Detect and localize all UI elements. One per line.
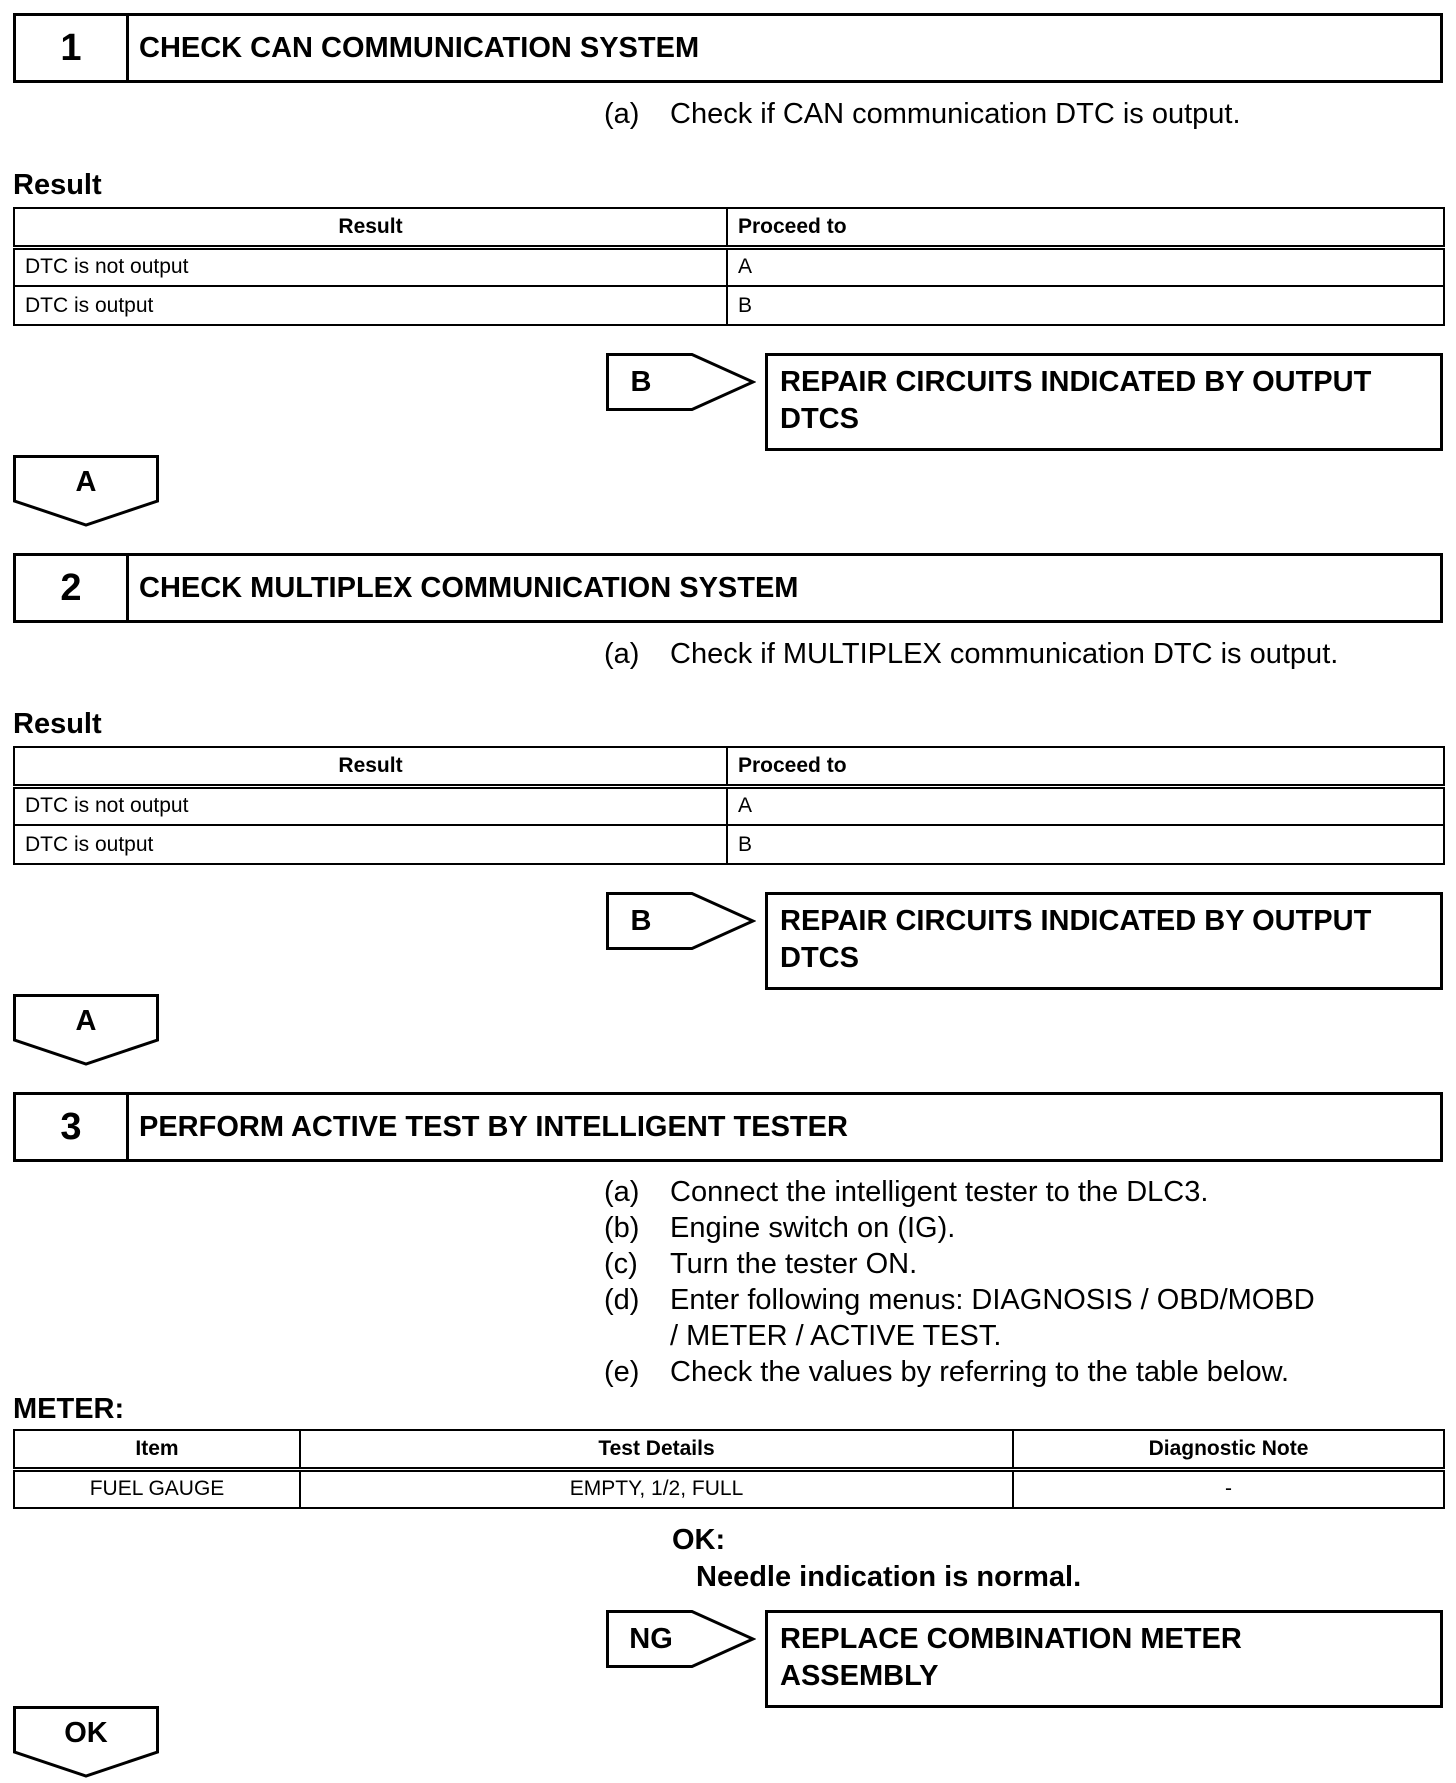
ok-title: OK: (672, 1524, 726, 1556)
table-cell: DTC is output (14, 825, 727, 864)
action-text-line-2: DTCS (780, 942, 859, 974)
step-3-header (13, 1092, 1443, 1162)
table-cell: - (1013, 1469, 1444, 1508)
table-cell: B (727, 286, 1444, 325)
step-title: PERFORM ACTIVE TEST BY INTELLIGENT TESTER (139, 1110, 848, 1143)
step-1-result-table (13, 207, 1445, 326)
column-header-diagnostic-note: Diagnostic Note (1013, 1430, 1444, 1469)
continue-a-arrow (13, 994, 159, 1066)
action-text-line-2: ASSEMBLY (780, 1660, 939, 1692)
step-title: CHECK MULTIPLEX COMMUNICATION SYSTEM (139, 571, 799, 604)
instruction-text: Check if MULTIPLEX communication DTC is output. (670, 638, 1339, 670)
meter-label: METER: (13, 1393, 125, 1425)
table-cell: DTC is not output (14, 786, 727, 825)
column-header-result: Result (14, 208, 727, 247)
table-row (14, 825, 1444, 864)
instruction-text: Enter following menus: DIAGNOSIS / OBD/MOBD / METER / ACTIVE TEST. (670, 1284, 1315, 1352)
step-number: 1 (16, 16, 129, 80)
instruction-item (604, 1210, 1370, 1246)
instruction-letter: (e) (604, 1356, 640, 1388)
step-1-header (13, 13, 1443, 83)
branch-label: B (630, 904, 652, 937)
result-label: Result (13, 708, 102, 740)
action-text-line-2: DTCS (780, 403, 859, 435)
table-row (14, 247, 1444, 286)
column-header-item: Item (14, 1430, 300, 1469)
instruction-text: Check if CAN communication DTC is output. (670, 98, 1241, 130)
continue-a-arrow (13, 455, 159, 527)
step-number: 2 (16, 556, 129, 620)
column-header-proceed: Proceed to (727, 747, 1444, 786)
instruction-text: Check the values by referring to the table below. (670, 1356, 1290, 1388)
continue-label: A (75, 465, 97, 498)
ok-criteria (672, 1522, 1081, 1596)
table-cell: FUEL GAUGE (14, 1469, 300, 1508)
action-text-line-1: REPLACE COMBINATION METER (780, 1623, 1242, 1655)
instruction-letter: (c) (604, 1248, 638, 1280)
branch-action-box (765, 892, 1443, 990)
table-cell: DTC is not output (14, 247, 727, 286)
table-cell: B (727, 825, 1444, 864)
instruction-text: Turn the tester ON. (670, 1248, 918, 1280)
action-text-line-1: REPAIR CIRCUITS INDICATED BY OUTPUT (780, 366, 1372, 398)
table-cell: A (727, 786, 1444, 825)
step-2-header (13, 553, 1443, 623)
table-cell: A (727, 247, 1444, 286)
continue-label: OK (64, 1716, 108, 1749)
instruction-text: Engine switch on (IG). (670, 1212, 956, 1244)
result-label: Result (13, 169, 102, 201)
instruction-letter: (d) (604, 1284, 640, 1316)
table-row (14, 786, 1444, 825)
instruction-item (604, 1354, 1370, 1390)
ok-detail: Needle indication is normal. (696, 1561, 1082, 1593)
table-row (14, 286, 1444, 325)
branch-action-box (765, 1610, 1443, 1708)
table-cell: DTC is output (14, 286, 727, 325)
step-number: 3 (16, 1095, 129, 1159)
action-text-line-1: REPAIR CIRCUITS INDICATED BY OUTPUT (780, 905, 1372, 937)
instruction-item (604, 1174, 1370, 1210)
instruction-item (604, 1282, 1370, 1354)
step-2-instructions (604, 636, 1370, 672)
step-3-instructions (604, 1174, 1370, 1390)
instruction-letter: (a) (604, 638, 640, 670)
column-header-proceed: Proceed to (727, 208, 1444, 247)
instruction-letter: (a) (604, 1176, 640, 1208)
table-header-row (14, 208, 1444, 247)
branch-label: B (630, 365, 652, 398)
branch-ng-arrow (606, 1610, 756, 1668)
instruction-letter: (a) (604, 98, 640, 130)
instruction-letter: (b) (604, 1212, 640, 1244)
instruction-item (604, 636, 1370, 672)
step-3-meter-table (13, 1429, 1445, 1509)
table-header-row (14, 1430, 1444, 1469)
branch-b-arrow (606, 892, 756, 950)
instruction-text: Connect the intelligent tester to the DLC3. (670, 1176, 1209, 1208)
step-1-instructions (604, 96, 1370, 132)
table-header-row (14, 747, 1444, 786)
column-header-result: Result (14, 747, 727, 786)
instruction-item (604, 1246, 1370, 1282)
continue-label: A (75, 1004, 97, 1037)
table-cell: EMPTY, 1/2, FULL (300, 1469, 1013, 1508)
instruction-item (604, 96, 1370, 132)
table-row (14, 1469, 1444, 1508)
step-title: CHECK CAN COMMUNICATION SYSTEM (139, 31, 700, 64)
branch-label: NG (629, 1622, 673, 1655)
step-2-result-table (13, 746, 1445, 865)
branch-b-arrow (606, 353, 756, 411)
branch-action-box (765, 353, 1443, 451)
column-header-test-details: Test Details (300, 1430, 1013, 1469)
continue-ok-arrow (13, 1706, 159, 1778)
